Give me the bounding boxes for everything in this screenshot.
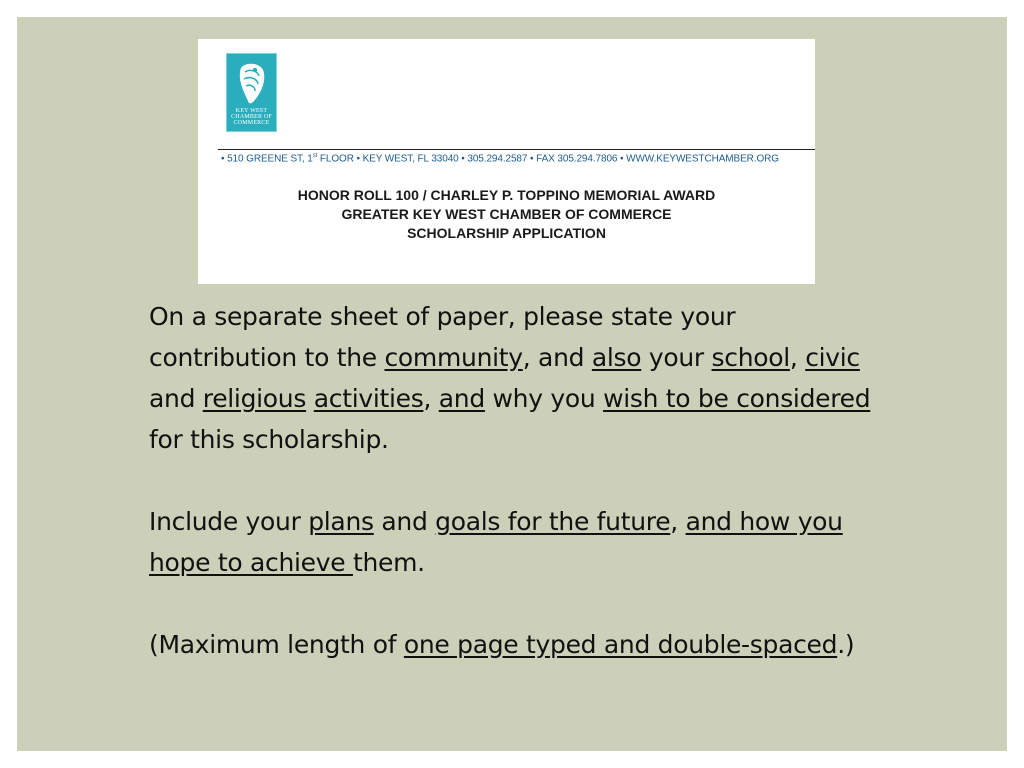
- text: , and: [522, 343, 592, 372]
- organization-title: GREATER KEY WEST CHAMBER OF COMMERCE: [341, 206, 672, 222]
- underlined-text: and how you hope to achieve: [149, 507, 843, 577]
- length-paragraph: [149, 624, 879, 665]
- logo-line3: COMMERCE: [233, 120, 270, 126]
- text: On a separate sheet of paper, please state your contribution to the: [149, 302, 736, 372]
- contribution-paragraph: [149, 296, 879, 460]
- text: and: [149, 384, 203, 413]
- instructions: [149, 296, 879, 706]
- text: [306, 384, 314, 413]
- address-line: [221, 153, 779, 164]
- underlined-text: plans: [308, 507, 374, 536]
- text: Include your: [149, 507, 309, 536]
- underlined-text: community: [384, 343, 523, 372]
- text: ,: [670, 507, 686, 536]
- underlined-text: wish to be considered: [603, 384, 871, 413]
- underlined-text: activities: [313, 384, 424, 413]
- award-titles: [198, 186, 815, 243]
- underlined-text: and: [438, 384, 485, 413]
- text: them.: [352, 548, 425, 577]
- logo-line1: KEY WEST: [235, 108, 268, 114]
- logo-line2: CHAMBER OF: [231, 114, 272, 120]
- address-start: • 510 GREENE ST, 1: [221, 153, 313, 165]
- underlined-text: religious: [202, 384, 307, 413]
- text: your: [641, 343, 712, 372]
- underlined-text: also: [591, 343, 642, 372]
- text: .): [837, 630, 855, 659]
- conch-shell-icon: [235, 60, 269, 106]
- text: why you: [484, 384, 604, 413]
- text: and: [373, 507, 436, 536]
- underlined-text: civic: [805, 343, 860, 372]
- text: ,: [789, 343, 806, 372]
- award-title: HONOR ROLL 100 / CHARLEY P. TOPPINO MEMORIAL AWARD: [297, 187, 716, 203]
- underlined-text: goals for the future: [435, 507, 671, 536]
- underlined-text: school: [711, 343, 790, 372]
- address-superscript: st: [312, 153, 318, 159]
- letterhead-image: [198, 39, 815, 284]
- letterhead-divider: [218, 149, 815, 150]
- chamber-logo: [226, 53, 277, 132]
- text: for this scholarship.: [149, 425, 389, 454]
- address-end: FLOOR • KEY WEST, FL 33040 • 305.294.2587 • FAX 305.294.7806 • WWW.KEYWESTCHAMBER.ORG: [317, 153, 779, 165]
- application-title: SCHOLARSHIP APPLICATION: [407, 225, 606, 241]
- plans-paragraph: [149, 501, 879, 583]
- text: (Maximum length of: [149, 630, 404, 659]
- underlined-text: one page typed and double-spaced: [403, 630, 838, 659]
- text: ,: [423, 384, 439, 413]
